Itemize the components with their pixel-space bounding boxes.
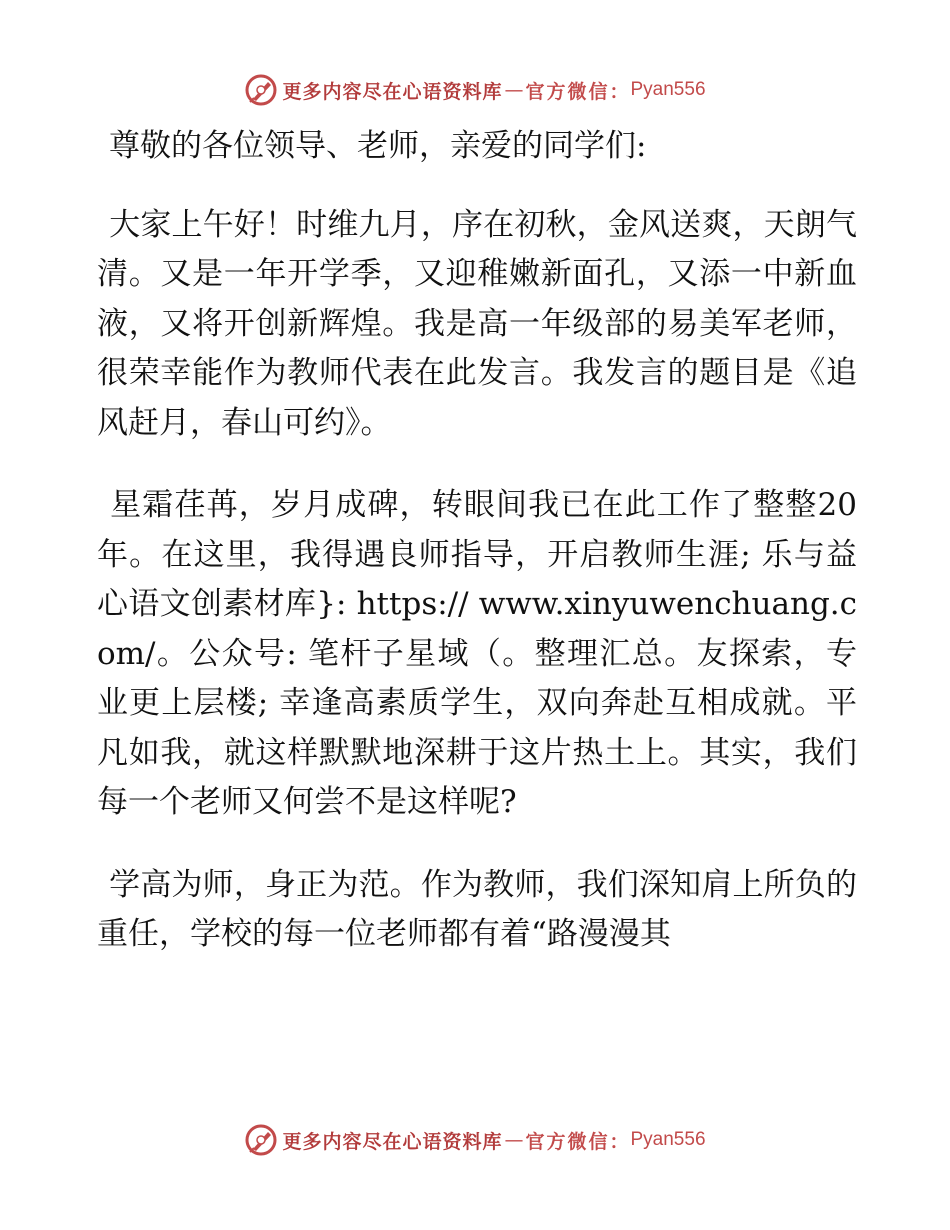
watermark-title: 更多内容尽在心语资料库 xyxy=(282,1130,503,1153)
watermark-wechat-id: Pyan556 xyxy=(630,1129,706,1150)
document-body xyxy=(97,122,857,960)
paragraph-2 xyxy=(97,481,857,828)
watermark-title: 更多内容尽在心语资料库 xyxy=(282,80,503,103)
quill-pen-logo-icon xyxy=(244,1123,278,1157)
watermark-dash: — xyxy=(504,1129,524,1151)
paragraph-3 xyxy=(97,861,857,960)
paragraph-1-text: 大家上午好！时维九月，序在初秋，金风送爽，天朗气清。又是一年开学季，又迎稚嫩新面孔，又添一中新血液，又将开创新辉煌。我是高一年级部的易美军老师，很荣幸能作为教师代表在此发言。我发言的题目是《追风赶月，春山可约》。 xyxy=(97,206,857,441)
watermark-wechat-label: 官方微信： xyxy=(525,80,631,103)
footer-watermark xyxy=(0,1120,950,1160)
paragraph-2-text: 星霜荏苒，岁月成碑，转眼间我已在此工作了整整20年。在这里，我得遇良师指导，开启教师生涯; 乐与益心语文创素材库}: https:// www.xinyuwenchuang.com/。公众号: 笔杆子星域（。整理汇总。友探索，专业更上层楼; 幸逢高素质学生，双向奔赴互相成就。平凡如我，就这样默默地深耕于这片热土上。其实，我们每一个老师又何尝不是这样呢? xyxy=(97,487,857,820)
watermark-dash: — xyxy=(504,79,524,101)
paragraph-1 xyxy=(97,201,857,449)
salutation: 尊敬的各位领导、老师，亲爱的同学们: xyxy=(109,128,647,164)
quill-pen-logo-icon xyxy=(244,73,278,107)
watermark-wechat-label: 官方微信： xyxy=(525,1130,631,1153)
watermark-wechat-id: Pyan556 xyxy=(630,79,706,100)
header-watermark xyxy=(0,70,950,110)
paragraph-3-text: 学高为师，身正为范。作为教师，我们深知肩上所负的重任，学校的每一位老师都有着“路漫漫其 xyxy=(97,866,857,952)
